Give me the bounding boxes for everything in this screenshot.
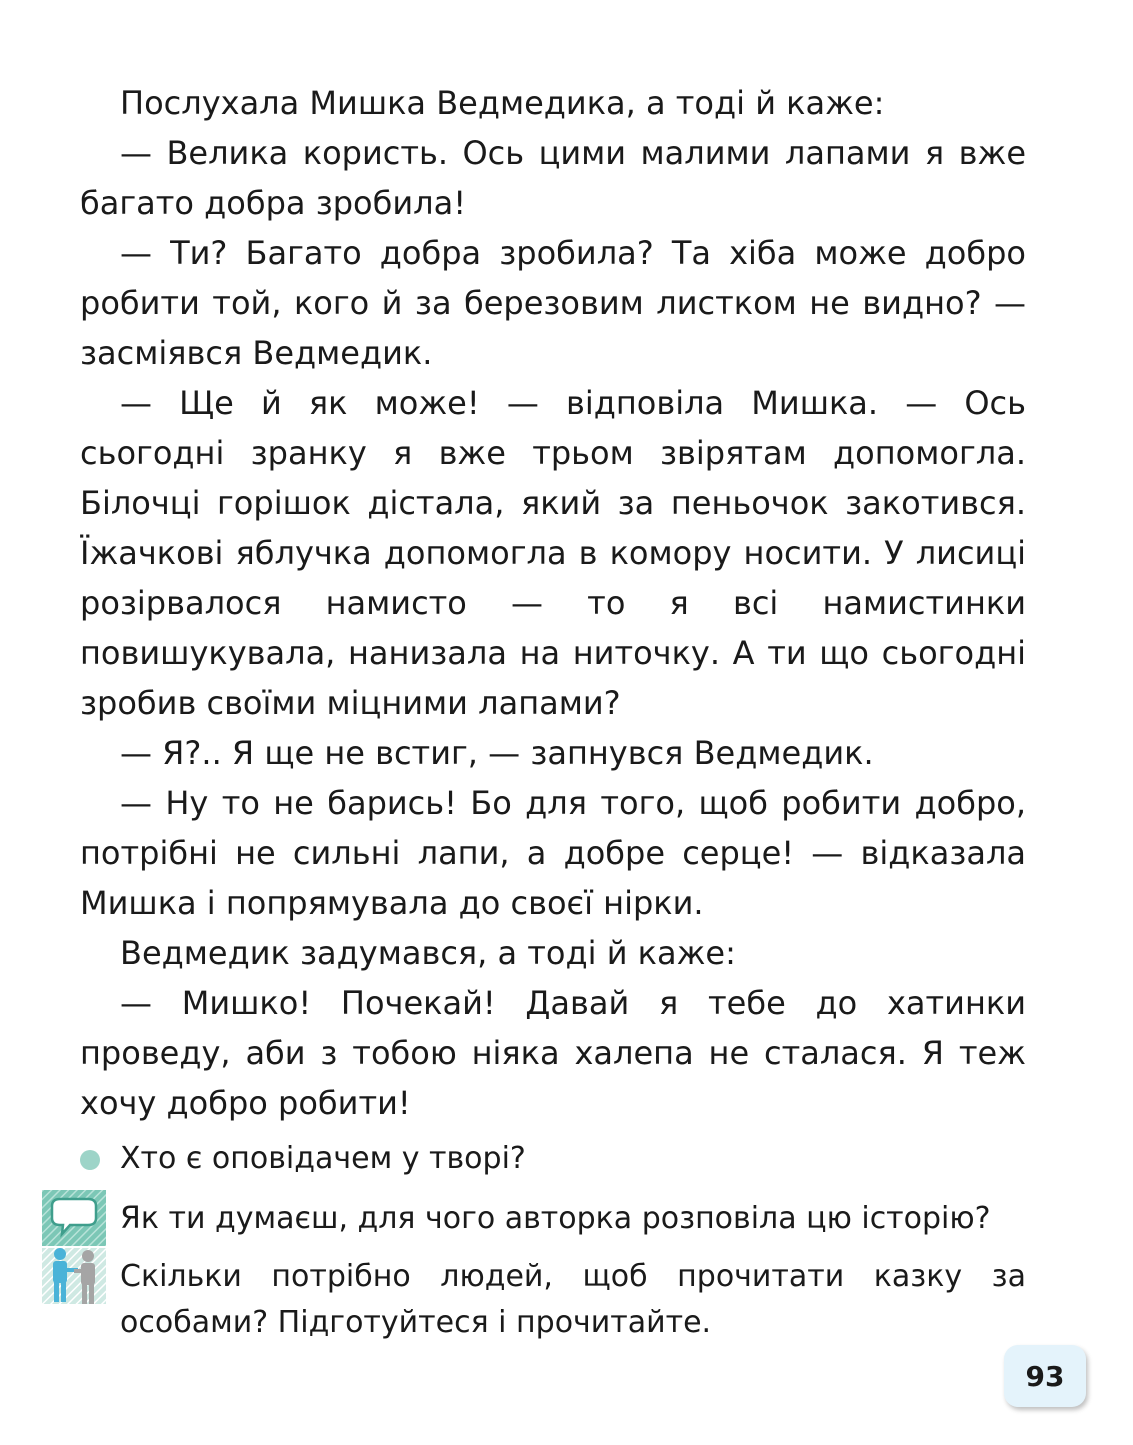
task-question-purpose [80,1196,1026,1246]
page-number-badge [1004,1345,1086,1407]
story-paragraph: — Велика користь. Ось цими малими лапами я вже багато добра зробила! [80,134,1026,222]
story-paragraph: Послухала Мишка Ведмедика, а тоді й каже: [120,84,885,122]
task-question-roles [80,1254,1026,1346]
story-paragraph: — Ти? Багато добра зробила? Та хіба може добро робити той, кого й за березовим листком не видно? — засміявся Ведмедик. [80,234,1026,372]
task-text: Хто є оповідачем у творі? [120,1141,526,1176]
task-list [80,1136,1026,1346]
story-paragraph: Ведмедик задумався, а тоді й каже: [120,934,736,972]
page-number: 93 [1025,1359,1065,1393]
story-paragraph: — Я?.. Я ще не встиг, — запнувся Ведмедик. [120,734,874,772]
story-paragraph: — Ще й як може! — відповіла Мишка. — Ось сьогодні зранку я вже трьом звірятам допомогла. Білочці горішок дістала, який за пеньочок закотився. Їжачкові яблучка допомогла в комору носити. У лисиці розірвалося намисто — то я всі намистинки повишукувала, нанизала на ниточку. А ти що сьогодні зробив своїми міцними лапами? [80,384,1026,722]
story-paragraph: — Мишко! Почекай! Давай я тебе до хатинки проведу, аби з тобою ніяка халепа не сталася. Я теж хочу добро робити! [80,984,1026,1122]
story-paragraph: — Ну то не барись! Бо для того, щоб робити добро, потрібні не сильні лапи, а добре серце! — відказала Мишка і попрямувала до своєї нірки. [80,784,1026,922]
task-question-narrator [80,1136,1026,1186]
task-text: Як ти думаєш, для чого авторка розповіла цю історію? [120,1201,991,1236]
two-people-icon [42,1244,106,1306]
bullet-dot-icon [80,1150,100,1170]
speech-bubble-icon [42,1190,106,1246]
task-text: Скільки потрібно людей, щоб прочитати казку за особами? Підготуйтеся і прочитайте. [120,1259,1026,1340]
story-text [80,78,1026,1128]
